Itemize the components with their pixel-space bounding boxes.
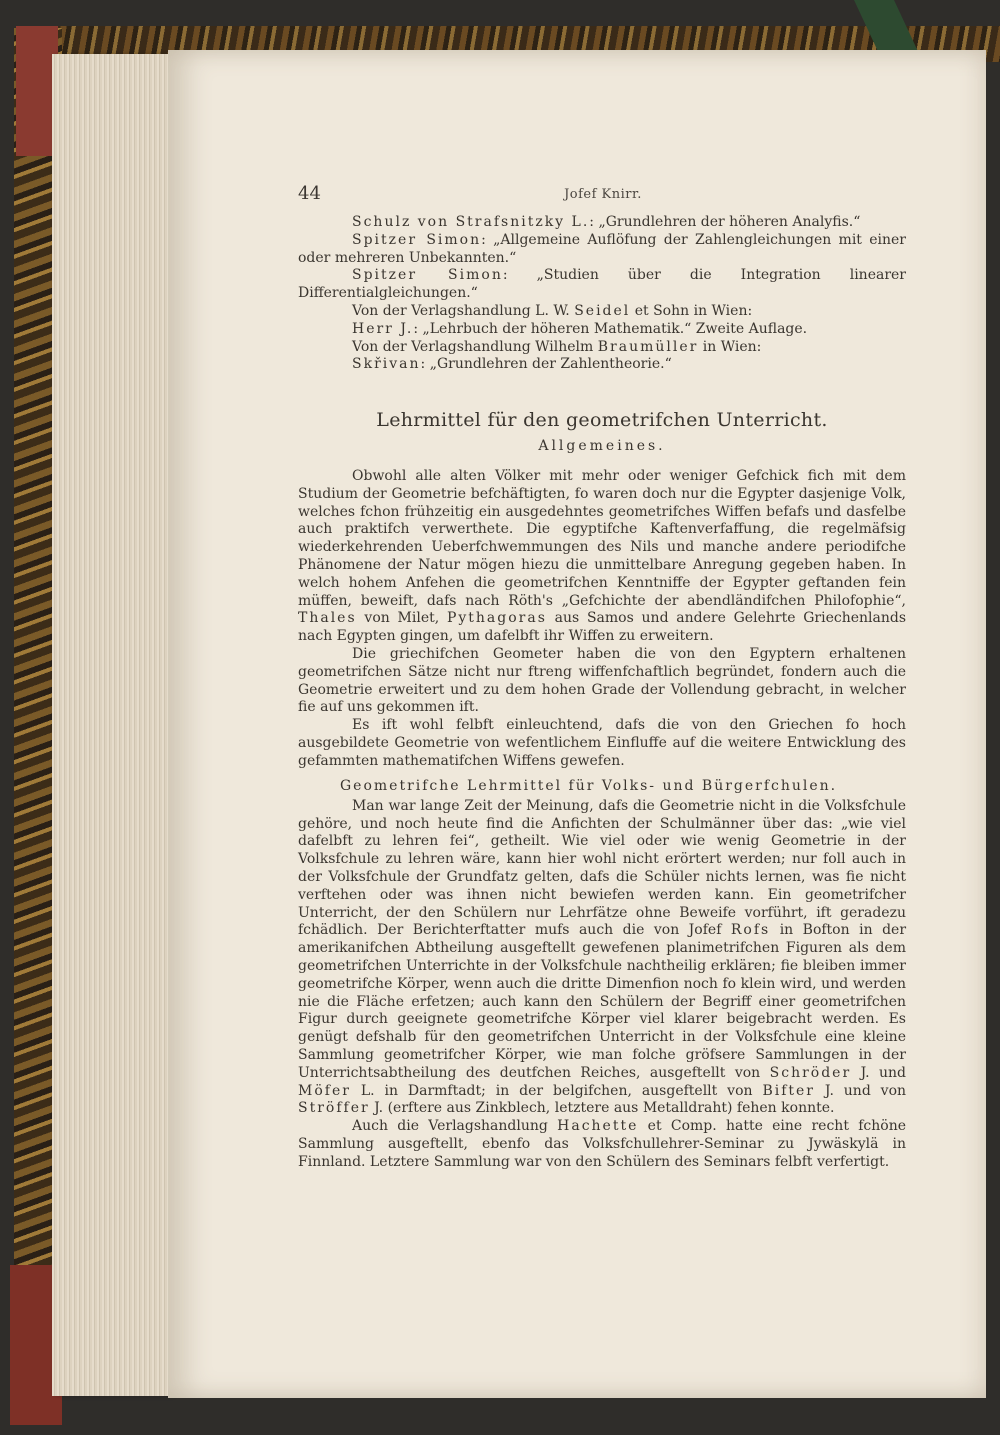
reference-list xyxy=(298,214,906,374)
reference-entry: Spitzer Simon: „Allgemeine Auflöfung der Zahlengleichungen mit einer oder mehreren Unbekannten.“ xyxy=(298,231,907,266)
reference-entry: Von der Verlagshandlung L. W. Seidel et Sohn in Wien: xyxy=(352,302,753,319)
subsection-body xyxy=(298,778,906,1172)
subsection-title: Geometrifche Lehrmittel für Volks- und Bürgerfchulen. xyxy=(340,778,838,794)
paragraph: Auch die Verlagshandlung Hachette et Comp. hatte eine recht fchöne Sammlung ausgeftellt, ebenfo das Volksfchullehrer-Seminar zu Jywäskylä in Finnland. Letztere Sammlung war von den Schülern des Seminars felbft verfertigt. xyxy=(298,1118,906,1170)
paragraph: Die griechifchen Geometer haben die von den Egyptern erhaltenen geometrifchen Sätze nicht nur ftreng wiffenfchaftlich begründet, fondern auch die Geometrie erweitert und zu dem hohen Grade der Vollendung gebracht, in welcher fie auf uns gekommen ift. xyxy=(298,645,906,716)
paragraph: Es ift wohl felbft einleuchtend, dafs die von den Griechen fo hoch ausgebildete Geometrie von wefentlichem Einfluffe auf die weitere Entwicklung des gefammten mathematifchen Wiffens gewefen. xyxy=(298,717,906,769)
reference-entry: Schulz von Strafsnitzky L.: „Grundlehren der höheren Analyfis.“ xyxy=(352,214,861,230)
page-header xyxy=(298,183,908,207)
section-heading-block xyxy=(298,408,906,456)
reference-entry: Skřivan: „Grundlehren der Zahlentheorie.“ xyxy=(352,356,672,373)
section-title: Lehrmittel für den geometrifchen Unterricht. xyxy=(376,409,828,431)
section-body xyxy=(298,468,906,771)
reference-entry: Spitzer Simon: „Studien über die Integration linearer Differentialgleichungen.“ xyxy=(298,267,906,302)
section-subtitle: Allgemeines. xyxy=(538,438,666,454)
reference-entry: Herr J.: „Lehrbuch der höheren Mathematik.“ Zweite Auflage. xyxy=(352,320,808,337)
reference-entry: Von der Verlagshandlung Wilhelm Braumüller in Wien: xyxy=(352,338,762,355)
paragraph: Obwohl alle alten Völker mit mehr oder weniger Gefchick fich mit dem Studium der Geometrie befchäftigten, fo waren doch nur die Egypter dasjenige Volk, welches fchon frühzeitig ein ausgedehntes geometrifches Wiffen befafs und dasfelbe auch praktifch verwerthete. Die egyptifche Kaftenverfaffung, die regelmäfsig wiederkehrenden Ueberfchwemmungen des Nils und manche andere periodifche Phänomene der Natur mögen hiezu die unmittelbare Anregung gegeben haben. In welch hohem Anfehen die geometrifchen Kenntniffe der Egypter geftanden fein müffen, beweift, dafs nach Röth's „Gefchichte der abendländifchen Philofophie“, Thales von Milet, Pythagoras aus Samos und andere Gelehrte Griechenlands nach Egypten gingen, um dafelbft ihr Wiffen zu erweitern. xyxy=(298,468,907,645)
running-head: Jofef Knirr. xyxy=(564,187,642,202)
paragraph: Man war lange Zeit der Meinung, dafs die Geometrie nicht in die Volksfchule gehöre, und noch heute find die Anfichten der Schulmänner über das: „wie viel dafelbft zu lehren fei“, getheilt. Wie viel oder wie wenig Geometrie in der Volksfchule zu lehren wäre, kann hier wohl nicht erörtert werden; nur foll auch in der Volksfchule der Grundfatz gelten, dafs die Schüler nichts lernen, was fie nicht verftehen oder was ihnen nicht bewiefen werden kann. Ein geometrifcher Unterricht, der den Schülern nur Lehrfätze ohne Beweife vorführt, ift geradezu fchädlich. Der Berichterftatter mufs auch die von Jofef Rofs in Bofton in der amerikanifchen Abtheilung ausgeftellt gewefenen planimetrifchen Figuren als dem geometrifchen Unterrichte in der Volksfchule nachtheilig erklären; fie bleiben immer geometrifche Körper, wenn auch die dritte Dimenfion noch fo klein wird, und werden nie die Fläche erfetzen; auch kann den Schülern der Begriff einer geometrifchen Figur durch geeignete geometrifche Körper viel klarer beigebracht werden. Es genügt defshalb für den geometrifchen Unterricht in der Volksfchule eine kleine Sammlung geometrifcher Körper, wie man folche gröfsere Sammlungen in der Unterrichtsabtheilung des deutfchen Reiches, ausgeftellt von Schröder J. und Möfer L. in Darmftadt; in der belgifchen, ausgeftellt von Bifter J. und von Ströffer J. (erftere aus Zinkblech, letztere aus Metalldraht) fehen konnte. xyxy=(298,797,907,1117)
page-number: 44 xyxy=(298,183,321,204)
page-stack-edge xyxy=(52,54,172,1396)
